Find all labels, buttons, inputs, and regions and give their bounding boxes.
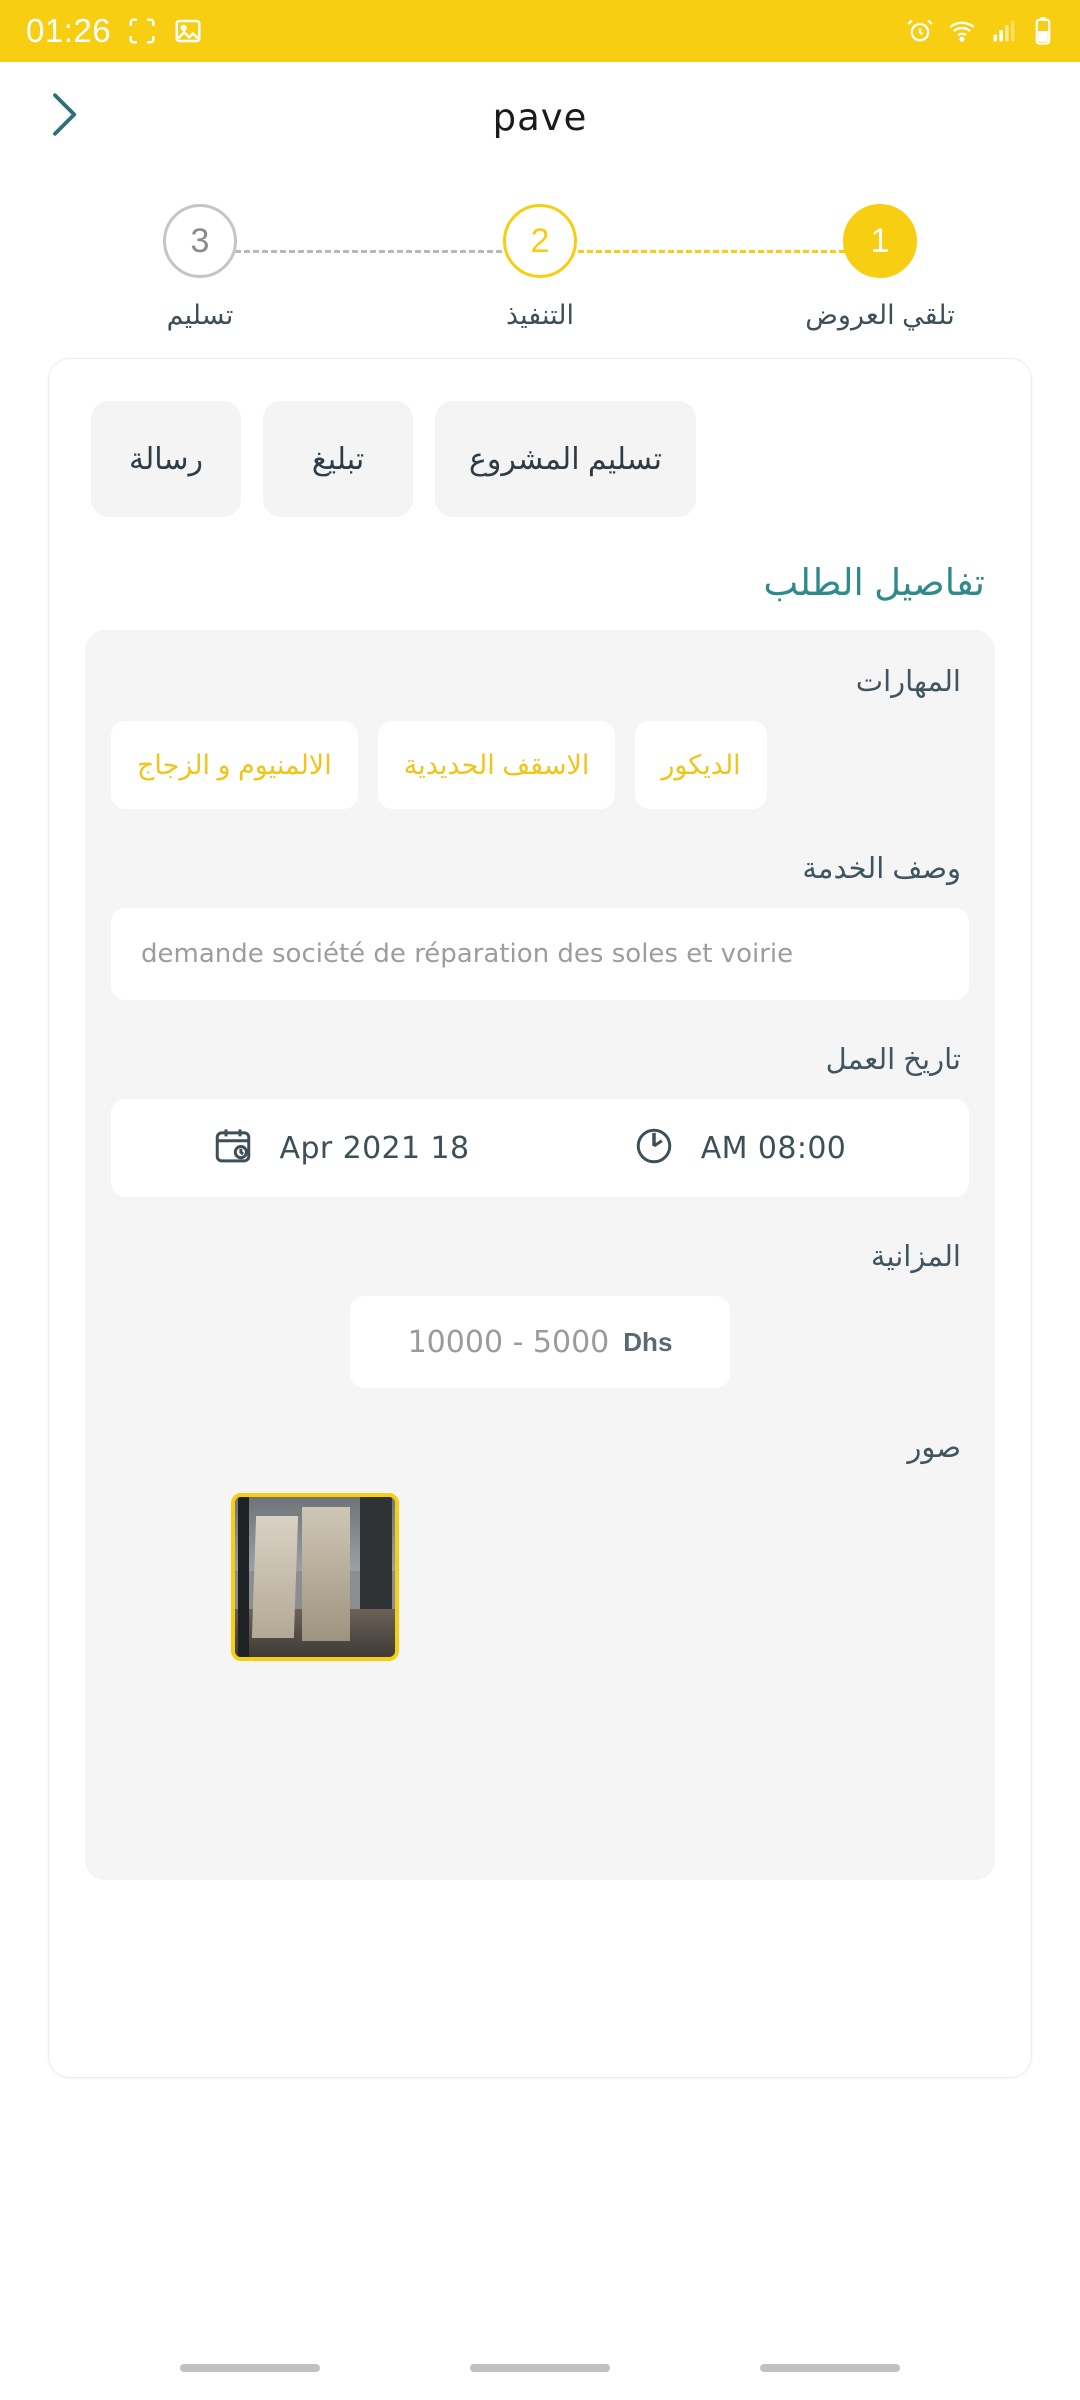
step-3-label: تسليم <box>166 300 234 330</box>
status-bar <box>0 0 1080 62</box>
alarm-icon <box>906 17 934 45</box>
photo-slab-right <box>302 1507 350 1641</box>
skills-label: المهارات <box>855 666 961 698</box>
nav-back-button[interactable] <box>760 2364 900 2372</box>
photos-label: صور <box>907 1432 961 1464</box>
clock-icon <box>633 1125 675 1172</box>
budget-label: المزانية <box>870 1241 961 1273</box>
photos-row <box>111 1493 969 1661</box>
step-1-label: تلقي العروض <box>805 300 955 330</box>
budget-value: 10000 - 5000 <box>407 1324 610 1360</box>
description-value: demande société de réparation des soles et voirie <box>141 939 794 969</box>
work-date-value: 18 Apr 2021 <box>279 1130 470 1166</box>
action-buttons-row <box>85 401 995 517</box>
step-2-circle: 2 <box>503 204 577 278</box>
battery-icon <box>1032 16 1054 46</box>
work-date-label: تاريخ العمل <box>825 1044 961 1076</box>
step-2-label: التنفيذ <box>505 300 574 330</box>
status-bar-right <box>906 16 1054 46</box>
step-3[interactable] <box>110 204 290 331</box>
work-time-value: 08:00 AM <box>700 1130 847 1166</box>
skills-chip-row <box>111 721 969 809</box>
report-button[interactable]: تبليغ <box>263 401 413 517</box>
skill-chip-aluminium-glass[interactable]: الالمنيوم و الزجاج <box>111 721 358 809</box>
system-navigation-bar <box>0 2336 1080 2400</box>
step-3-circle: 3 <box>163 204 237 278</box>
chevron-right-icon[interactable] <box>40 87 84 148</box>
photo-thumbnail[interactable] <box>231 1493 399 1661</box>
description-field[interactable] <box>111 908 969 1000</box>
status-clock: 01:26 <box>26 12 112 49</box>
details-section-title: تفاصيل الطلب <box>763 562 985 603</box>
photo-slab-left <box>252 1516 298 1638</box>
work-time-group[interactable] <box>540 1125 939 1172</box>
photo-pole <box>238 1497 249 1657</box>
deliver-project-button[interactable]: تسليم المشروع <box>435 401 696 517</box>
message-button[interactable]: رسالة <box>91 401 241 517</box>
screenshot-icon <box>127 16 157 46</box>
photo-dark-region <box>360 1497 392 1609</box>
skill-chip-steel-roofs[interactable]: الاسقف الحديدية <box>378 721 616 809</box>
details-panel <box>85 630 995 1880</box>
status-bar-left <box>26 12 203 50</box>
nav-home-button[interactable] <box>470 2364 610 2372</box>
calendar-icon <box>212 1125 254 1172</box>
budget-currency: Dhs <box>623 1326 673 1357</box>
step-2[interactable] <box>450 204 630 331</box>
nav-recents-button[interactable] <box>180 2364 320 2372</box>
app-logo: pave <box>492 95 588 139</box>
app-header <box>0 62 1080 172</box>
step-1[interactable] <box>790 204 970 331</box>
order-card <box>48 358 1032 2078</box>
budget-field[interactable] <box>350 1296 730 1388</box>
signal-icon <box>990 17 1018 45</box>
description-label: وصف الخدمة <box>802 853 961 885</box>
work-datetime-field[interactable] <box>111 1099 969 1197</box>
step-1-circle: 1 <box>843 204 917 278</box>
skill-chip-decor[interactable]: الديكور <box>635 721 766 809</box>
progress-stepper <box>0 172 1080 332</box>
image-icon <box>173 16 203 46</box>
wifi-icon <box>948 17 976 45</box>
work-date-group[interactable] <box>141 1125 540 1172</box>
